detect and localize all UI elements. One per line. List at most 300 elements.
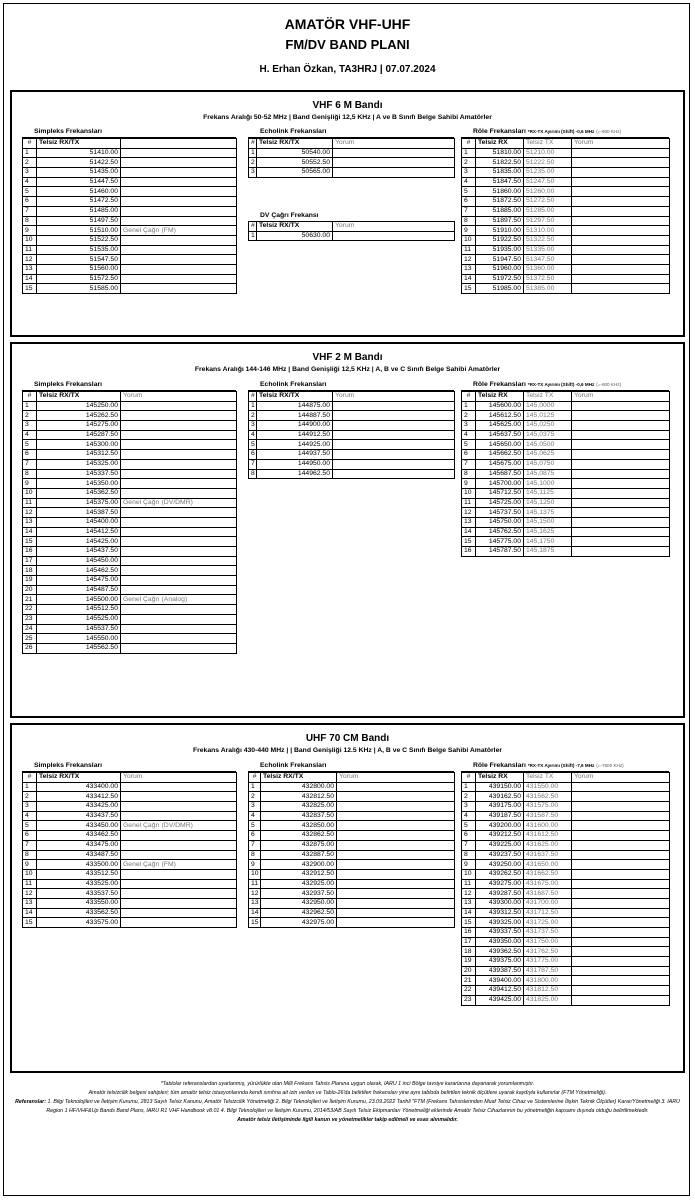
row-comment: [337, 811, 455, 821]
rx-frequency: 439300.00: [476, 898, 524, 908]
row-number: 1: [23, 401, 37, 411]
table-row: [23, 148, 237, 158]
rx-frequency: 439250.00: [476, 860, 524, 870]
rx-frequency: 51847.50: [476, 177, 524, 187]
table-row: [249, 840, 455, 850]
frequency: 144937.50: [257, 450, 333, 460]
tx-frequency: 431600.00: [524, 821, 572, 831]
row-comment: [572, 469, 670, 479]
table-row: [462, 187, 670, 197]
row-comment: [337, 831, 455, 841]
frequency: 433487.50: [37, 850, 121, 860]
row-number: 23: [23, 614, 37, 624]
table-row: [462, 177, 670, 187]
row-number: 11: [23, 245, 37, 255]
frequency: 50552.50: [257, 158, 333, 168]
repeater-table: [461, 772, 670, 1006]
table-row: [23, 479, 237, 489]
frequency: 145300.00: [37, 440, 121, 450]
row-number: 10: [462, 235, 476, 245]
row-comment: [572, 986, 670, 996]
table-row: [249, 459, 455, 469]
row-comment: [333, 158, 455, 168]
frequency: 432825.00: [261, 802, 337, 812]
row-comment: [572, 401, 670, 411]
table-row: [23, 197, 237, 207]
table-row: [23, 547, 237, 557]
row-comment: [337, 860, 455, 870]
repeater-shift-range: (=-600 KHz): [596, 382, 622, 387]
frequency: 145362.50: [37, 488, 121, 498]
row-comment: [121, 450, 237, 460]
row-comment: Genel Çağrı (Analog): [121, 595, 237, 605]
table-row: [23, 576, 237, 586]
row-comment: [121, 168, 237, 178]
table-row: [23, 158, 237, 168]
row-comment: [572, 918, 670, 928]
frequency: 145425.00: [37, 537, 121, 547]
row-number: 1: [249, 401, 257, 411]
tx-frequency: 431550.00: [524, 782, 572, 792]
col-yorum: Yorum: [572, 773, 670, 783]
frequency: 145287.50: [37, 430, 121, 440]
row-comment: [121, 508, 237, 518]
table-row: [462, 498, 670, 508]
row-number: 1: [249, 782, 261, 792]
tx-frequency: 51347.50: [524, 255, 572, 265]
frequency: 433550.00: [37, 898, 121, 908]
col-yorum: Yorum: [121, 773, 237, 783]
rx-frequency: 439400.00: [476, 976, 524, 986]
row-comment: [337, 918, 455, 928]
row-number: 14: [249, 908, 261, 918]
tx-frequency: 431625.00: [524, 840, 572, 850]
tx-frequency: 431687.50: [524, 889, 572, 899]
table-row: [462, 264, 670, 274]
frequency: 51435.00: [37, 168, 121, 178]
simplex-title: Simpleks Frekansları: [22, 761, 236, 772]
frequency: 51547.50: [37, 255, 121, 265]
frequency: 433475.00: [37, 840, 121, 850]
row-comment: [572, 245, 670, 255]
table-row: [23, 450, 237, 460]
col-txrx: Telsiz RX/TX: [257, 222, 333, 232]
tx-frequency: 51385.00: [524, 284, 572, 294]
table-row: [23, 614, 237, 624]
frequency: 51422.50: [37, 158, 121, 168]
table-row: [462, 966, 670, 976]
row-comment: [572, 206, 670, 216]
frequency: 433512.50: [37, 869, 121, 879]
row-comment: [572, 216, 670, 226]
row-comment: [572, 537, 670, 547]
tx-frequency: 431575.00: [524, 802, 572, 812]
row-number: 1: [23, 148, 37, 158]
frequency: 145412.50: [37, 527, 121, 537]
row-number: 10: [23, 869, 37, 879]
row-comment: [121, 624, 237, 634]
footer-line-2: Amatör telsizcilik belgesi sahipleri; tüm amatör telsiz istasyonlarında kendi sınıfına ait izin verilen ve Tablo-26'da belirtilen frekansları yine aynı tabloda belirtilen teknik ölçütlere uyarak kaydıyla kullanırlar (FTM Yönetmeliği).: [88, 1090, 607, 1096]
rx-frequency: 439287.50: [476, 889, 524, 899]
row-number: 5: [23, 821, 37, 831]
row-comment: [337, 850, 455, 860]
frequency: 432925.00: [261, 879, 337, 889]
table-row: [23, 879, 237, 889]
table-row: [249, 831, 455, 841]
frequency: 145325.00: [37, 459, 121, 469]
repeater-section: [461, 127, 669, 294]
simplex-section: [22, 380, 236, 654]
row-comment: [572, 148, 670, 158]
row-number: 6: [462, 450, 476, 460]
repeater-title-text: Röle Frekansları: [473, 762, 526, 769]
frequency: 144962.50: [257, 469, 333, 479]
simplex-section: [22, 127, 236, 294]
table-row: [249, 411, 455, 421]
rx-frequency: 439150.00: [476, 782, 524, 792]
rx-frequency: 145600.00: [476, 401, 524, 411]
tx-frequency: 431787.50: [524, 966, 572, 976]
echolink-title: Echolink Frekansları: [248, 761, 454, 772]
repeater-title: [461, 127, 669, 138]
table-row: [23, 274, 237, 284]
dv-call-title: DV Çağrı Frekansı: [260, 212, 319, 219]
col-rx: Telsiz RX: [476, 139, 524, 149]
tx-frequency: 145,0875: [524, 469, 572, 479]
row-comment: [572, 782, 670, 792]
row-comment: [121, 643, 237, 653]
col-txrx: Telsiz RX/TX: [37, 139, 121, 149]
row-number: 17: [462, 937, 476, 947]
tx-frequency: 51210.00: [524, 148, 572, 158]
frequency: 144912.50: [257, 430, 333, 440]
frequency: 432812.50: [261, 792, 337, 802]
row-comment: [337, 889, 455, 899]
frequency: 433437.50: [37, 811, 121, 821]
row-number: 15: [462, 918, 476, 928]
rx-frequency: 145700.00: [476, 479, 524, 489]
band-subtitle: Frekans Aralığı 50-52 MHz | Band Genişliği 12,5 KHz | A ve B Sınıfı Belge Sahibi Amatörler: [203, 114, 492, 121]
rx-frequency: 145625.00: [476, 421, 524, 431]
row-comment: [572, 430, 670, 440]
references-text: 1. Bilgi Teknolojileri ve İletişim Kurumu, 2813 Sayılı Telsiz Kanunu, Amatör Telsizcilik Yönetmeliği 2. Bilgi Teknolojileri ve İletişim Kurumu, 23.09.2022 Tarihli "FTM (Frekans Tahsislerinden Muaf Telsiz Cihaz ve Sistemlerine İlişkin Teknik Ölçütler) Karar/Yönetmeliği 3. IARU Region 1 HF/VHF&Up Bands Band Plans, IARU R1 VHF Handbook v8.01 4. Bilgi Teknolojileri ve İletişim Kurumu, 2014/53/AB Sayılı Telsiz Ekipmanları Yönetmeliği eklerinde Amatör Telsiz Cihazlarının bu yönetmeliğin kapsamı dışında olduğu belirtilmektedir.: [46, 1099, 680, 1114]
row-number: 3: [23, 168, 37, 178]
row-comment: [121, 614, 237, 624]
frequency: 145387.50: [37, 508, 121, 518]
row-comment: [572, 928, 670, 938]
row-comment: Genel Çağrı (DV/DMR): [121, 498, 237, 508]
row-comment: [572, 411, 670, 421]
col-tx: Telsiz TX: [524, 773, 572, 783]
frequency: 144925.00: [257, 440, 333, 450]
row-number: 1: [249, 148, 257, 158]
col-yorum: Yorum: [333, 139, 455, 149]
col-tx: Telsiz TX: [524, 139, 572, 149]
row-number: 11: [23, 879, 37, 889]
col-hash: #: [23, 392, 37, 402]
table-row: [249, 908, 455, 918]
row-comment: [572, 177, 670, 187]
row-number: 14: [23, 908, 37, 918]
table-row: [462, 479, 670, 489]
row-comment: [121, 430, 237, 440]
table-row: [462, 235, 670, 245]
row-comment: [333, 231, 455, 241]
row-number: 13: [23, 898, 37, 908]
tx-frequency: 145,0375: [524, 430, 572, 440]
tx-frequency: 51322.50: [524, 235, 572, 245]
echolink-title: Echolink Frekansları: [248, 127, 454, 138]
row-number: 2: [462, 792, 476, 802]
rx-frequency: 145787.50: [476, 547, 524, 557]
author-date: H. Erhan Özkan, TA3HRJ | 07.07.2024: [259, 64, 436, 75]
tx-frequency: 51222.50: [524, 158, 572, 168]
references-label: Referanslar:: [15, 1099, 47, 1105]
tx-frequency: 51360.00: [524, 264, 572, 274]
row-comment: [121, 274, 237, 284]
document-title: AMATÖR VHF-UHF: [284, 16, 411, 32]
rx-frequency: 145612.50: [476, 411, 524, 421]
table-row: [249, 860, 455, 870]
rx-frequency: 51860.00: [476, 187, 524, 197]
frequency: 145312.50: [37, 450, 121, 460]
table-row: [462, 879, 670, 889]
frequency: 433462.50: [37, 831, 121, 841]
table-row: [23, 411, 237, 421]
tx-frequency: 145,1500: [524, 517, 572, 527]
frequency: 51585.00: [37, 284, 121, 294]
frequency: 433412.50: [37, 792, 121, 802]
row-comment: [121, 517, 237, 527]
row-comment: [572, 440, 670, 450]
col-txrx: Telsiz RX/TX: [37, 773, 121, 783]
frequency: 50565.00: [257, 168, 333, 178]
table-row: [462, 821, 670, 831]
row-comment: [121, 898, 237, 908]
row-number: 17: [23, 556, 37, 566]
rx-frequency: 439200.00: [476, 821, 524, 831]
band-subtitle: Frekans Aralığı 144-146 MHz | Band Genişliği 12,5 KHz | A, B ve C Sınıfı Belge Sahibi Amatörler: [194, 366, 501, 373]
row-comment: [333, 168, 455, 178]
table-row: [23, 177, 237, 187]
rx-frequency: 439187.50: [476, 811, 524, 821]
rx-frequency: 51897.50: [476, 216, 524, 226]
row-comment: [121, 401, 237, 411]
row-number: 14: [462, 274, 476, 284]
table-row: [462, 547, 670, 557]
table-row: [462, 995, 670, 1005]
frequency: 145462.50: [37, 566, 121, 576]
row-comment: [572, 226, 670, 236]
simplex-title: Simpleks Frekansları: [22, 380, 236, 391]
row-comment: [572, 527, 670, 537]
row-number: 4: [249, 811, 261, 821]
frequency: 51560.00: [37, 264, 121, 274]
rx-frequency: 145762.50: [476, 527, 524, 537]
row-comment: [572, 255, 670, 265]
row-comment: [572, 508, 670, 518]
row-comment: [121, 255, 237, 265]
row-number: 9: [462, 860, 476, 870]
row-number: 8: [249, 469, 257, 479]
row-number: 24: [23, 624, 37, 634]
row-comment: [337, 821, 455, 831]
col-yorum: Yorum: [572, 139, 670, 149]
row-comment: [572, 889, 670, 899]
repeater-shift-range: (=-600 KHz): [596, 129, 622, 134]
row-number: 6: [249, 831, 261, 841]
row-number: 2: [462, 158, 476, 168]
frequency: 145400.00: [37, 517, 121, 527]
table-row: [462, 831, 670, 841]
tx-frequency: 51310.00: [524, 226, 572, 236]
row-number: 13: [23, 517, 37, 527]
row-number: 11: [462, 245, 476, 255]
table-row: [249, 792, 455, 802]
row-number: 4: [23, 430, 37, 440]
row-number: 20: [23, 585, 37, 595]
frequency: 145500.00: [37, 595, 121, 605]
row-comment: [572, 450, 670, 460]
row-comment: [572, 264, 670, 274]
rx-frequency: 51885.00: [476, 206, 524, 216]
frequency: 50630.00: [257, 231, 333, 241]
tx-frequency: 51235.00: [524, 168, 572, 178]
row-number: 10: [23, 488, 37, 498]
frequency: 432850.00: [261, 821, 337, 831]
table-row: [462, 284, 670, 294]
tx-frequency: 431812.50: [524, 986, 572, 996]
table-row: [23, 792, 237, 802]
row-comment: [121, 840, 237, 850]
row-comment: [572, 811, 670, 821]
frequency: 145512.50: [37, 605, 121, 615]
row-comment: [337, 879, 455, 889]
table-row: [23, 537, 237, 547]
row-number: 3: [249, 802, 261, 812]
tx-frequency: 145,1875: [524, 547, 572, 557]
row-number: 7: [23, 459, 37, 469]
row-comment: [337, 869, 455, 879]
repeater-title-text: Röle Frekansları: [473, 128, 526, 135]
frequency: 145487.50: [37, 585, 121, 595]
rx-frequency: 439362.50: [476, 947, 524, 957]
table-row: [462, 450, 670, 460]
table-row: [23, 585, 237, 595]
row-number: 16: [23, 547, 37, 557]
col-yorum: Yorum: [572, 392, 670, 402]
frequency: 145375.00: [37, 498, 121, 508]
col-hash: #: [23, 773, 37, 783]
table-row: [23, 595, 237, 605]
row-comment: [572, 966, 670, 976]
row-number: 14: [462, 908, 476, 918]
row-number: 12: [462, 508, 476, 518]
rx-frequency: 51872.50: [476, 197, 524, 207]
echolink-section: [248, 380, 454, 479]
band-uhf-70cm: [10, 723, 685, 1073]
row-number: 9: [462, 479, 476, 489]
table-row: [462, 802, 670, 812]
table-row: [462, 928, 670, 938]
row-number: 11: [249, 879, 261, 889]
band-vhf-6m: [10, 90, 685, 337]
row-number: 3: [23, 802, 37, 812]
tx-frequency: 145,1750: [524, 537, 572, 547]
repeater-section: [461, 380, 669, 557]
tx-frequency: 145,0750: [524, 459, 572, 469]
row-number: 11: [23, 498, 37, 508]
table-row: [249, 869, 455, 879]
frequency: 144875.00: [257, 401, 333, 411]
frequency: 433500.00: [37, 860, 121, 870]
row-comment: [121, 889, 237, 899]
table-row: [462, 255, 670, 265]
repeater-shift: *RX-TX Ayırımı (Shift) -0,6 MHz: [527, 129, 595, 134]
table-row: [23, 206, 237, 216]
row-number: 7: [462, 206, 476, 216]
rx-frequency: 439262.50: [476, 869, 524, 879]
rx-frequency: 145662.50: [476, 450, 524, 460]
tx-frequency: 431612.50: [524, 831, 572, 841]
row-number: 2: [249, 411, 257, 421]
row-number: 6: [462, 831, 476, 841]
tx-frequency: 431800.00: [524, 976, 572, 986]
table-row: [23, 508, 237, 518]
frequency: 432950.00: [261, 898, 337, 908]
echolink-table: [248, 391, 455, 479]
table-row: [249, 802, 455, 812]
rx-frequency: 439175.00: [476, 802, 524, 812]
row-number: 5: [249, 821, 261, 831]
row-comment: [572, 840, 670, 850]
row-comment: [121, 216, 237, 226]
table-row: [462, 401, 670, 411]
row-number: 2: [462, 411, 476, 421]
row-number: 9: [462, 226, 476, 236]
row-number: 18: [462, 947, 476, 957]
frequency: 145450.00: [37, 556, 121, 566]
table-row: [462, 440, 670, 450]
frequency: 145475.00: [37, 576, 121, 586]
simplex-section: [22, 761, 236, 928]
row-comment: [121, 440, 237, 450]
col-hash: #: [462, 139, 476, 149]
row-number: 4: [23, 177, 37, 187]
frequency: 432875.00: [261, 840, 337, 850]
row-comment: [333, 440, 455, 450]
frequency: 433425.00: [37, 802, 121, 812]
tx-frequency: 431825.00: [524, 995, 572, 1005]
row-comment: [121, 488, 237, 498]
table-row: [462, 527, 670, 537]
frequency: 51460.00: [37, 187, 121, 197]
table-row: [23, 187, 237, 197]
row-number: 8: [23, 850, 37, 860]
table-row: [249, 168, 455, 178]
row-number: 2: [23, 158, 37, 168]
tx-frequency: 431712.50: [524, 908, 572, 918]
table-row: [23, 235, 237, 245]
row-comment: [572, 957, 670, 967]
table-row: [23, 918, 237, 928]
row-number: 15: [23, 918, 37, 928]
document-subtitle: FM/DV BAND PLANI: [285, 37, 410, 52]
row-comment: Genel Çağrı (FM): [121, 226, 237, 236]
frequency: 433525.00: [37, 879, 121, 889]
frequency: 433537.50: [37, 889, 121, 899]
col-hash: #: [23, 139, 37, 149]
